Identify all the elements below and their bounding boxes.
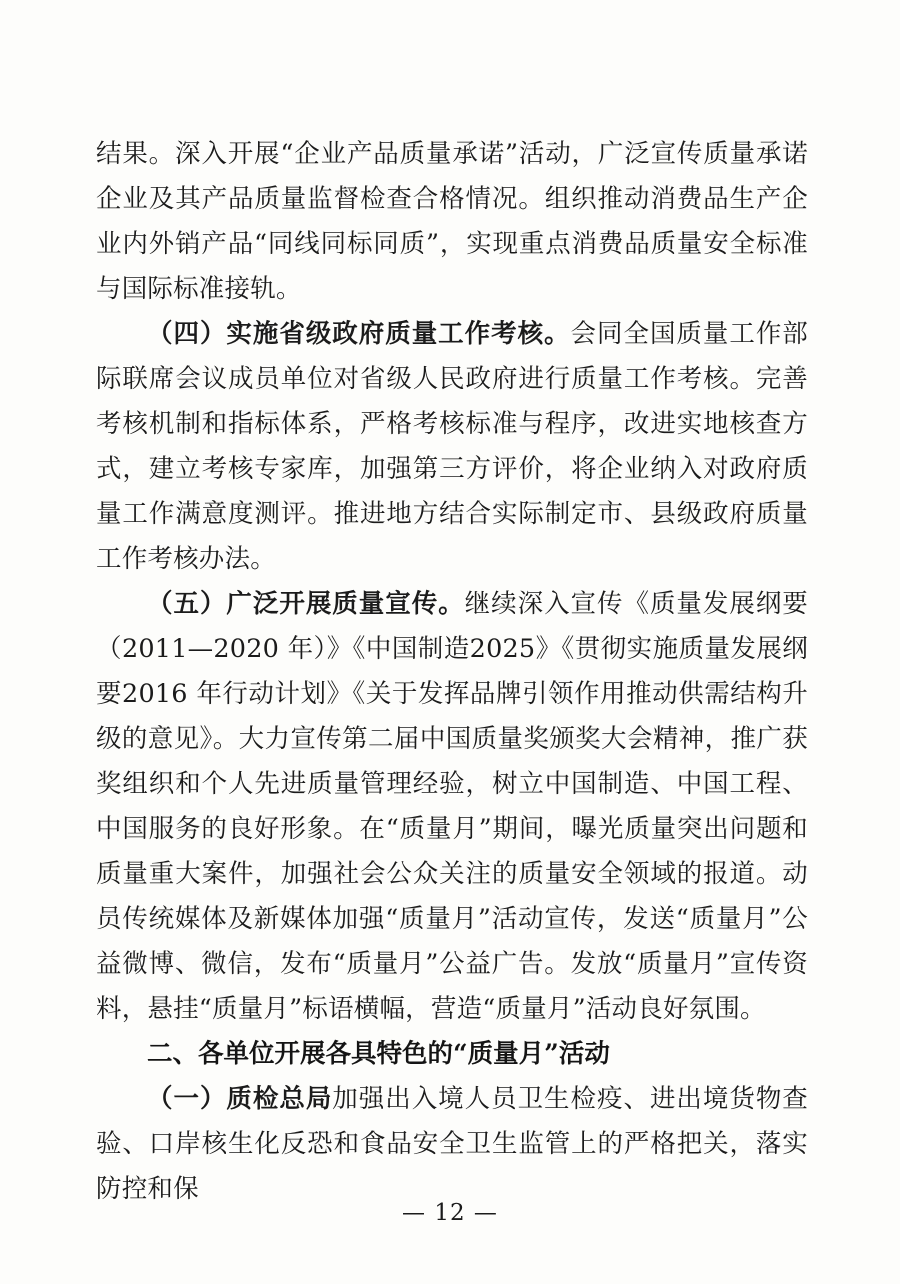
paragraph-4-lead: （一）质检总局 bbox=[147, 1084, 333, 1114]
paragraph-2-lead: （四）实施省级政府质量工作考核。 bbox=[147, 319, 571, 349]
page-number: — 12 — bbox=[402, 1200, 498, 1226]
paragraph-4-text: 加强出入境人员卫生检疫、进出境货物查验、口岸核生化反恐和食品安全卫生监管上的严格把关，落实防控和保 bbox=[96, 1084, 808, 1204]
paragraph-3 bbox=[96, 582, 808, 1032]
paragraph-2-text: 会同全国质量工作部际联席会议成员单位对省级人民政府进行质量工作考核。完善考核机制和指标体系，严格考核标准与程序，改进实地核查方式，建立考核专家库，加强第三方评价，将企业纳入对政府质量工作满意度测评。推进地方结合实际制定市、县级政府质量工作考核办法。 bbox=[96, 319, 808, 574]
paragraph-3-lead: （五）广泛开展质量宣传。 bbox=[147, 589, 465, 619]
document-body bbox=[96, 132, 808, 1212]
paragraph-1-text: 结果。深入开展“企业产品质量承诺”活动，广泛宣传质量承诺企业及其产品质量监督检查合格情况。组织推动消费品生产企业内外销产品“同线同标同质”，实现重点消费品质量安全标准与国际标准接轨。 bbox=[96, 139, 808, 304]
paragraph-2 bbox=[96, 312, 808, 582]
paragraph-3-text: 继续深入宣传《质量发展纲要（2011—2020 年）》《中国制造2025》《贯彻实施质量发展纲要2016 年行动计划》《关于发挥品牌引领作用推动供需结构升级的意见》。大力宣传第二届中国质量奖颁奖大会精神，推广获奖组织和个人先进质量管理经验，树立中国制造、中国工程、中国服务的良好形象。在“质量月”期间，曝光质量突出问题和质量重大案件，加强社会公众关注的质量安全领域的报道。动员传统媒体及新媒体加强“质量月”活动宣传，发送“质量月”公益微博、微信，发布“质量月”公益广告。发放“质量月”宣传资料，悬挂“质量月”标语横幅，营造“质量月”活动良好氛围。 bbox=[96, 589, 808, 1024]
paragraph-4 bbox=[96, 1077, 808, 1212]
paragraph-1 bbox=[96, 132, 808, 312]
section-heading: 二、各单位开展各具特色的“质量月”活动 bbox=[147, 1039, 610, 1069]
